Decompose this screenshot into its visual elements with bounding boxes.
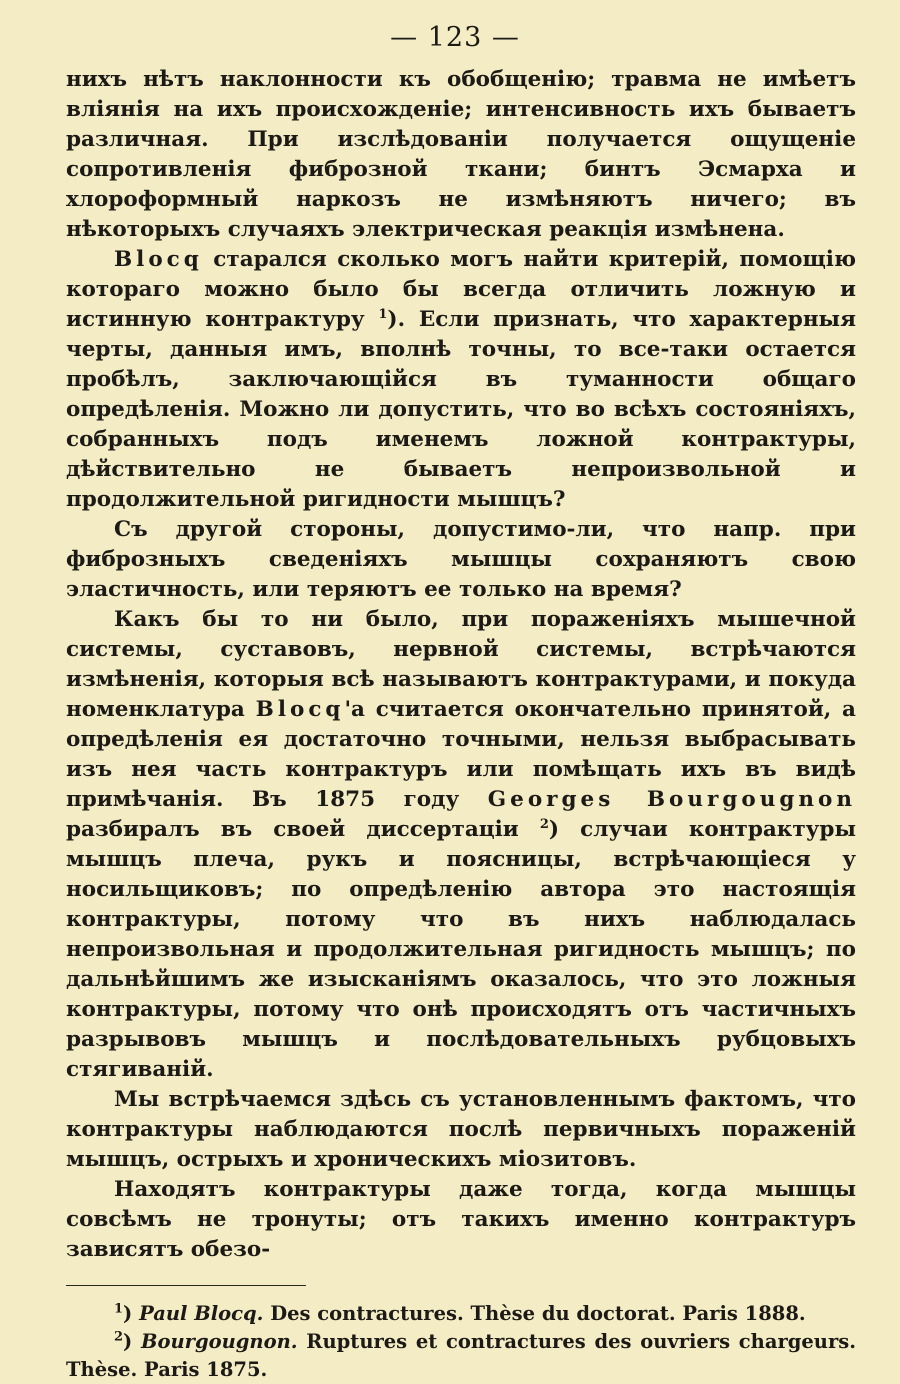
author-name-blocq: Blocq: [114, 247, 203, 272]
footnote-divider: [66, 1285, 306, 1286]
footnotes: [66, 1300, 856, 1384]
author-name-bourgougnon: Georges Bourgougnon: [487, 787, 856, 812]
paragraph-5: Мы встрѣчаемся здѣсь съ установленнымъ фактомъ, что контрактуры наблюдаются послѣ первичныхъ пораженій мышцъ, острыхъ и хроническихъ міозитовъ.: [66, 1087, 856, 1172]
footnote-ref-2[interactable]: 2: [539, 816, 549, 832]
paragraph-4: Какъ бы то ни было, при пораженіяхъ мышечной системы, суставовъ, нервной системы, встрѣчаются измѣненія, которыя всѣ называютъ контрактурами, и покуда номенклатура Blocq'а считается окончательно принятой, а опредѣленія ея достаточно точными, нельзя выбрасывать изъ нея часть контрактуръ или помѣщать ихъ въ видѣ примѣчанія. Въ 1875 году Georges Bourgougnon разбиралъ въ своей диссертаціи $^2$) случаи контрактуры мышцъ плеча, рукъ и поясницы, встрѣчающіеся у носильщиковъ; по опредѣленію автора это настоящія контрактуры, потому что въ нихъ наблюдалась непроизвольная и продолжительная ригидность мышцъ; по дальнѣйшимъ же изысканіямъ оказалось, что это ложныя контрактуры, потому что онѣ происходятъ отъ частичныхъ разрывовъ мышцъ и послѣдовательныхъ рубцовыхъ стягиваній.: [66, 607, 856, 1082]
paragraph-1: нихъ нѣтъ наклонности къ обобщенію; травма не имѣетъ вліянія на ихъ происхожденіе; интенсивность ихъ бываетъ различная. При изслѣдованіи получается ощущеніе сопротивленія фиброзной ткани; бинтъ Эсмарха и хлороформный наркозъ не измѣняютъ ничего; въ нѣкоторыхъ случаяхъ электрическая реакція измѣнена.: [66, 67, 856, 242]
footnote-2: $^2$) Bourgougnon. Ruptures et contractures des ouvriers chargeurs. Thèse. Paris 1875.: [66, 1329, 857, 1381]
body-text: [66, 65, 856, 1265]
paragraph-2: Blocq старался сколько могъ найти критерій, помощію котораго можно было бы всегда отличить ложную и истинную контрактуру $^1$). Если признать, что характерныя черты, данныя имъ, вполнѣ точны, то все-таки остается пробѣлъ, заключающійся въ туманности общаго опредѣленія. Можно ли допустить, что во всѣхъ состояніяхъ, собранныхъ подъ именемъ ложной контрактуры, дѣйствительно не бываетъ непроизвольной и продолжительной ригидности мышцъ?: [66, 247, 856, 512]
paragraph-3: Съ другой стороны, допустимо-ли, что напр. при фиброзныхъ сведеніяхъ мышцы сохраняютъ свою эластичность, или теряютъ ее только на время?: [66, 517, 856, 602]
paragraph-6: Находятъ контрактуры даже тогда, когда мышцы совсѣмъ не тронуты; отъ такихъ именно контрактуръ зависятъ обезо-: [66, 1177, 856, 1262]
footnote-ref-1[interactable]: 1: [378, 306, 388, 322]
footnote-1: $^1$) Paul Blocq. Des contractures. Thèse du doctorat. Paris 1888.: [114, 1301, 806, 1325]
author-name-blocq-2: Blocq: [255, 697, 345, 722]
page-number: — 123 —: [390, 22, 520, 53]
